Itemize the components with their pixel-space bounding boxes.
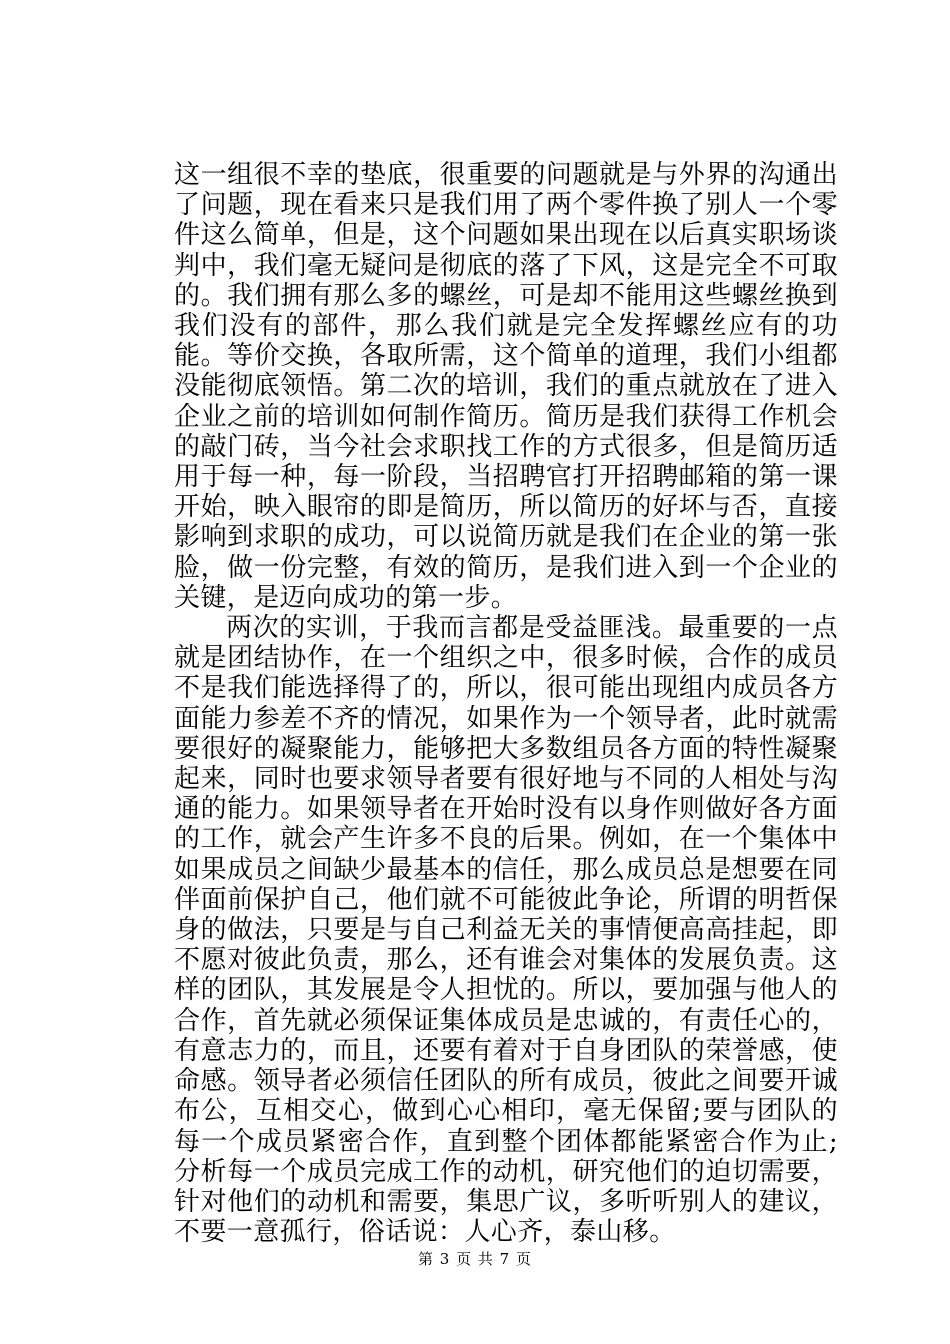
paragraph-1: 这一组很不幸的垫底，很重要的问题就是与外界的沟通出了问题，现在看来只是我们用了两个零件换了别人一个零件这么简单，但是，这个问题如果出现在以后真实职场谈判中，我们毫无疑问是彻底的落了下风，这是完全不可取的。我们拥有那么多的螺丝，可是却不能用这些螺丝换到我们没有的部件，那么我们就是完全发挥螺丝应有的功能。等价交换，各取所需，这个简单的道理，我们小组都没能彻底领悟。第二次的培训，我们的重点就放在了进入企业之前的培训如何制作简历。简历是我们获得工作机会的敲门砖，当今社会求职找工作的方式很多，但是简历适用于每一种，每一阶段，当招聘官打开招聘邮箱的第一课开始，映入眼帘的即是简历，所以简历的好坏与否，直接影响到求职的成功，可以说简历就是我们在企业的第一张脸，做一份完整，有效的简历，是我们进入到一个企业的关键，是迈向成功的第一步。 [174, 160, 838, 613]
paragraph-2: 两次的实训，于我而言都是受益匪浅。最重要的一点就是团结协作，在一个组织之中，很多时候，合作的成员不是我们能选择得了的，所以，很可能出现组内成员各方面能力参差不齐的情况，如果作为一个领导者，此时就需要很好的凝聚能力，能够把大多数组员各方面的特性凝聚起来，同时也要求领导者要有很好地与不同的人相处与沟通的能力。如果领导者在开始时没有以身作则做好各方面的工作，就会产生许多不良的后果。例如，在一个集体中如果成员之间缺少最基本的信任，那么成员总是想要在同伴面前保护自己，他们就不可能彼此争论，所谓的明哲保身的做法，只要是与自己利益无关的事情便高高挂起，即不愿对彼此负责，那么，还有谁会对集体的发展负责。这样的团队，其发展是令人担忧的。所以，要加强与他人的合作，首先就必须保证集体成员是忠诚的，有责任心的，有意志力的，而且，还要有着对于自身团队的荣誉感，使命感。领导者必须信任团队的所有成员，彼此之间要开诚布公，互相交心，做到心心相印，毫无保留;要与团队的每一个成员紧密合作，直到整个团体都能紧密合作为止;分析每一个成员完成工作的动机，研究他们的迫切需要，针对他们的动机和需要，集思广议，多听听别人的建议，不要一意孤行，俗话说：人心齐，泰山移。 [174, 613, 838, 1248]
body-text [174, 160, 838, 1247]
page-number-footer: 第 3 页 共 7 页 [418, 1250, 532, 1268]
